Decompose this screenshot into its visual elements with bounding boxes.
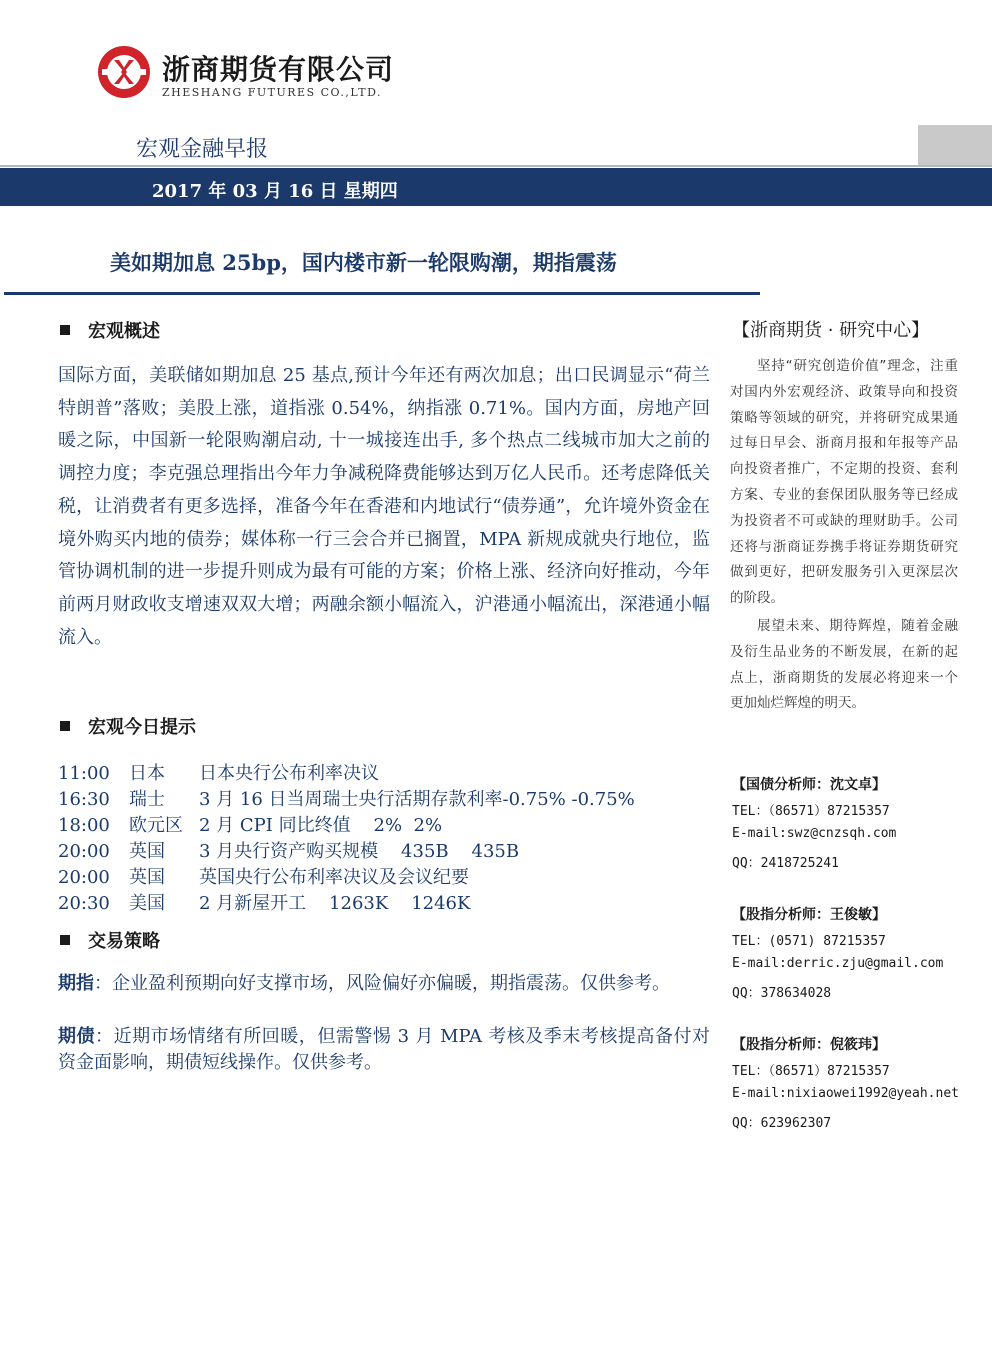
calendar-row [58, 759, 379, 785]
event-desc: 3 月 16 日当周瑞士央行活期存款利率-0.75% -0.75% [199, 789, 635, 810]
section-heading-calendar [60, 713, 196, 739]
analyst-qq: QQ：378634028 [732, 986, 832, 1001]
sidebar-title: 【浙商期货 · 研究中心】 [732, 320, 930, 341]
calendar-row [58, 811, 442, 837]
event-time: 20:30 [58, 893, 110, 914]
headline-divider [4, 292, 760, 295]
analyst-tel: TEL：(0571) 87215357 [732, 934, 886, 949]
headline: 美如期加息 25bp，国内楼市新一轮限购潮，期指震荡 [110, 250, 617, 275]
calendar-row [58, 889, 470, 915]
event-country: 英国 [129, 867, 165, 888]
calendar-row [58, 863, 469, 889]
event-time: 18:00 [58, 815, 110, 836]
strategy-item-index-futures [58, 971, 710, 997]
sidebar-intro-paragraph: 展望未来、期待辉煌，随着金融及衍生品业务的不断发展，在新的起点上，浙商期货的发展必将迎来一个更加灿烂辉煌的明天。 [730, 618, 958, 712]
section-heading-label: 宏观概述 [88, 321, 160, 342]
header-divider [0, 165, 992, 167]
event-time: 20:00 [58, 841, 110, 862]
analyst-name: 【国债分析师：沈文卓】 [732, 777, 886, 793]
analyst-name: 【股指分析师：王俊敏】 [732, 907, 886, 923]
analyst-qq: QQ：623962307 [732, 1116, 832, 1131]
company-logo-icon [96, 44, 152, 100]
header-grey-block [918, 125, 992, 165]
event-country: 欧元区 [129, 815, 183, 836]
section-heading-label: 宏观今日提示 [88, 717, 196, 738]
analyst-email[interactable]: E-mail:nixiaowei1992@yeah.net [732, 1086, 959, 1101]
event-country: 英国 [129, 841, 165, 862]
event-desc: 3 月央行资产购买规模 435B 435B [199, 841, 520, 862]
event-country: 瑞士 [129, 789, 165, 810]
section-heading-label: 交易策略 [88, 931, 160, 952]
calendar-row [58, 837, 519, 863]
event-country: 日本 [129, 763, 165, 784]
event-time: 20:00 [58, 867, 110, 888]
event-time: 16:30 [58, 789, 110, 810]
strategy-item-bond-futures [58, 1024, 710, 1076]
strategy-label: 期指 [58, 973, 94, 994]
section-heading-strategy [60, 927, 160, 953]
bullet-square-icon [60, 325, 70, 335]
event-time: 11:00 [58, 763, 110, 784]
report-date: 2017 年 03 月 16 日 星期四 [152, 181, 398, 202]
section-heading-overview [60, 317, 160, 343]
sidebar-intro-paragraph: 坚持“研究创造价值”理念，注重对国内外宏观经济、政策导向和投资策略等领域的研究，并将研究成果通过每日早会、浙商月报和年报等产品向投资者推广，不定期的投资、套利方案、专业的套保团队服务等已经成为投资者不可或缺的理财助手。公司还将与浙商证券携手将证券期货研究做到更好，把研发服务引入更深层次的阶段。 [730, 358, 958, 607]
strategy-text: ：近期市场情绪有所回暖，但需警惕 3 月 MPA 考核及季末考核提高备付对资金面影响，期债短线操作。仅供参考。 [58, 1026, 710, 1073]
bullet-square-icon [60, 935, 70, 945]
analyst-qq: QQ：2418725241 [732, 856, 839, 871]
analyst-tel: TEL：（86571）87215357 [732, 1064, 890, 1079]
bullet-square-icon [60, 721, 70, 731]
analyst-tel: TEL：（86571）87215357 [732, 804, 890, 819]
strategy-label: 期债 [58, 1026, 96, 1047]
overview-body: 国际方面，美联储如期加息 25 基点,预计今年还有两次加息；出口民调显示“荷兰特朗普”落败；美股上涨，道指涨 0.54%，纳指涨 0.71%。国内方面，房地产回暖之际，中国新一轮限购潮启动, 十一城接连出手, 多个热点二线城市加大之前的调控力度；李克强总理指出今年力争减税降费能够达到万亿人民币。还考虑降低关税，让消费者有更多选择，准备今年在香港和内地试行“债券通”，允许境外资金在境外购买内地的债券；媒体称一行三会合并已搁置，MPA 新规成就央行地位，监管协调机制的进一步提升则成为最有可能的方案；价格上涨、经济向好推动，今年前两月财政收支增速双双大增；两融余额小幅流入，沪港通小幅流出，深港通小幅流入。 [58, 365, 710, 648]
analyst-email[interactable]: E-mail:swz@cnzsqh.com [732, 826, 897, 841]
company-name-en: ZHESHANG FUTURES CO.,LTD. [162, 86, 383, 99]
event-country: 美国 [129, 893, 165, 914]
date-banner [0, 168, 992, 206]
strategy-text: ：企业盈利预期向好支撑市场，风险偏好亦偏暖，期指震荡。仅供参考。 [94, 973, 670, 994]
event-desc: 英国央行公布利率决议及会议纪要 [199, 867, 469, 888]
company-name-cn: 浙商期货有限公司 [162, 53, 395, 86]
analyst-email[interactable]: E-mail:derric.zju@gmail.com [732, 956, 944, 971]
calendar-row [58, 785, 635, 811]
event-desc: 2 月 CPI 同比终值 2% 2% [199, 815, 443, 836]
event-desc: 日本央行公布利率决议 [199, 763, 379, 784]
analyst-name: 【股指分析师：倪筱玮】 [732, 1037, 886, 1053]
event-desc: 2 月新屋开工 1263K 1246K [199, 893, 471, 914]
report-type: 宏观金融早报 [136, 137, 269, 162]
